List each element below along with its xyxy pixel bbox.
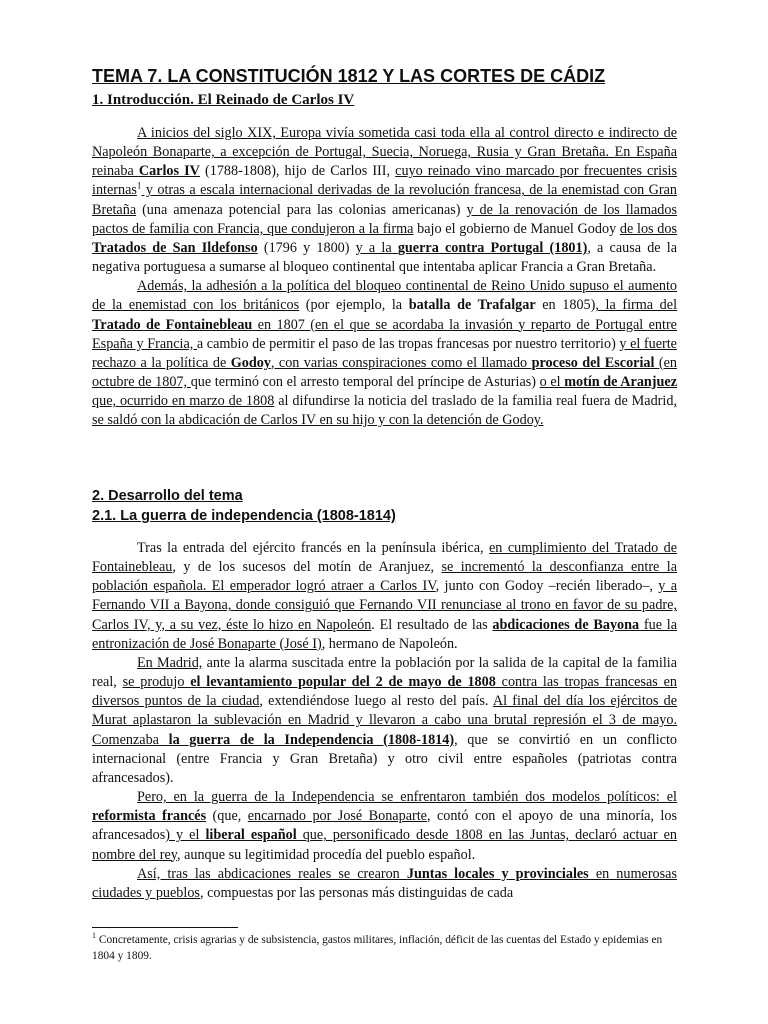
page-title: TEMA 7. LA CONSTITUCIÓN 1812 Y LAS CORTES DE CÁDIZ <box>92 66 606 86</box>
footnote <box>92 932 677 964</box>
section-2-paragraph-4: Así, tras las abdicaciones reales se crearon Juntas locales y provinciales en numerosas ciudades y pueblos, compuestas por las personas más distinguidas de cada <box>92 865 677 901</box>
section-2-paragraph-1: Tras la entrada del ejército francés en la península ibérica, en cumplimiento del Tratado de Fontainebleau, y de los sucesos del motín de Aranjuez, se incrementó la desconfianza entre la población española. El emperador logró atraer a Carlos IV, junto con Godoy –recién liberado–, y a Fernando VII a Bayona, donde consiguió que Fernando VII renunciase al trono en favor de su padre, Carlos IV, y, a su vez, éste lo hizo en Napoleón. El resultado de las abdicaciones de Bayona fue la entronización de José Bonaparte (José I), hermano de Napoleón. <box>92 540 678 652</box>
footnote-ref: 1 <box>136 180 142 191</box>
section-2-paragraph-2: En Madrid, ante la alarma suscitada entre la población por la salida de la capital de la familia real, se produjo el levantamiento popular del 2 de mayo de 1808 contra las tropas francesas en diversos puntos de la ciudad, extendiéndose luego al resto del país. Al final del día los ejércitos de Murat aplastaron la sublevación en Madrid y llevaron a cabo una brutal represión el 3 de mayo. Comenzaba la guerra de la Independencia (1808-1814), que se convirtió en un conflicto internacional (entre Francia y Gran Bretaña) y otro civil entre españoles (patriotas contra afrancesados). <box>92 654 678 786</box>
section-1-heading: 1. Introducción. El Reinado de Carlos IV <box>92 92 355 108</box>
footnote-separator <box>92 927 238 928</box>
section-2-paragraph-3: Pero, en la guerra de la Independencia se enfrentaron también dos modelos políticos: el reformista francés (que, encarnado por José Bonaparte, contó con el apoyo de una minoría, los afrancesados) y el liberal español que, personificado desde 1808 en las Juntas, declaró actuar en nombre del rey, aunque su legitimidad procedía del pueblo español. <box>92 789 677 863</box>
section-2-1-heading: 2.1. La guerra de independencia (1808-1814) <box>92 508 396 524</box>
intro-block <box>92 124 677 431</box>
section-2-block <box>92 539 677 903</box>
footnote-text: Concretamente, crisis agrarias y de subsistencia, gastos militares, inflación, déficit de las cuentas del Estado y epidemias en 1804 y 1809. <box>92 934 663 962</box>
section-2-heading: 2. Desarrollo del tema <box>92 488 243 504</box>
intro-paragraph-2: Además, la adhesión a la política del bloqueo continental de Reino Unido supuso el aumento de la enemistad con los británicos (por ejemplo, la batalla de Trafalgar en 1805), la firma del Tratado de Fontainebleau en 1807 (en el que se acordaba la invasión y reparto de Portugal entre España y Francia, a cambio de permitir el paso de las tropas francesas por nuestro territorio) y el fuerte rechazo a la política de Godoy, con varias conspiraciones como el llamado proceso del Escorial (en octubre de 1807, que terminó con el arresto temporal del príncipe de Asturias) o el motín de Aranjuez que, ocurrido en marzo de 1808 al difundirse la noticia del traslado de la familia real fuera de Madrid, se saldó con la abdicación de Carlos IV en su hijo y con la detención de Godoy. <box>92 278 678 429</box>
intro-paragraph-1: A inicios del siglo XIX, Europa vivía sometida casi toda ella al control directo e indirecto de Napoleón Bonaparte, a excepción de Portugal, Suecia, Noruega, Rusia y Gran Bretaña. En España reinaba Carlos IV (1788-1808), hijo de Carlos III, cuyo reinado vino marcado por frecuentes crisis internas$^1$ y otras a escala internacional derivadas de la revolución francesa, de la enemistad con Gran Bretaña (una amenaza potencial para las colonias americanas) y de la renovación de los llamados pactos de familia con Francia, que condujeron a la firma bajo el gobierno de Manuel Godoy de los dos Tratados de San Ildefonso (1796 y 1800) y a la guerra contra Portugal (1801), a causa de la negativa portuguesa a sumarse al bloqueo continental que intentaba aplicar Francia a Gran Bretaña. <box>92 125 678 276</box>
footnote-number: 1 <box>92 931 96 941</box>
